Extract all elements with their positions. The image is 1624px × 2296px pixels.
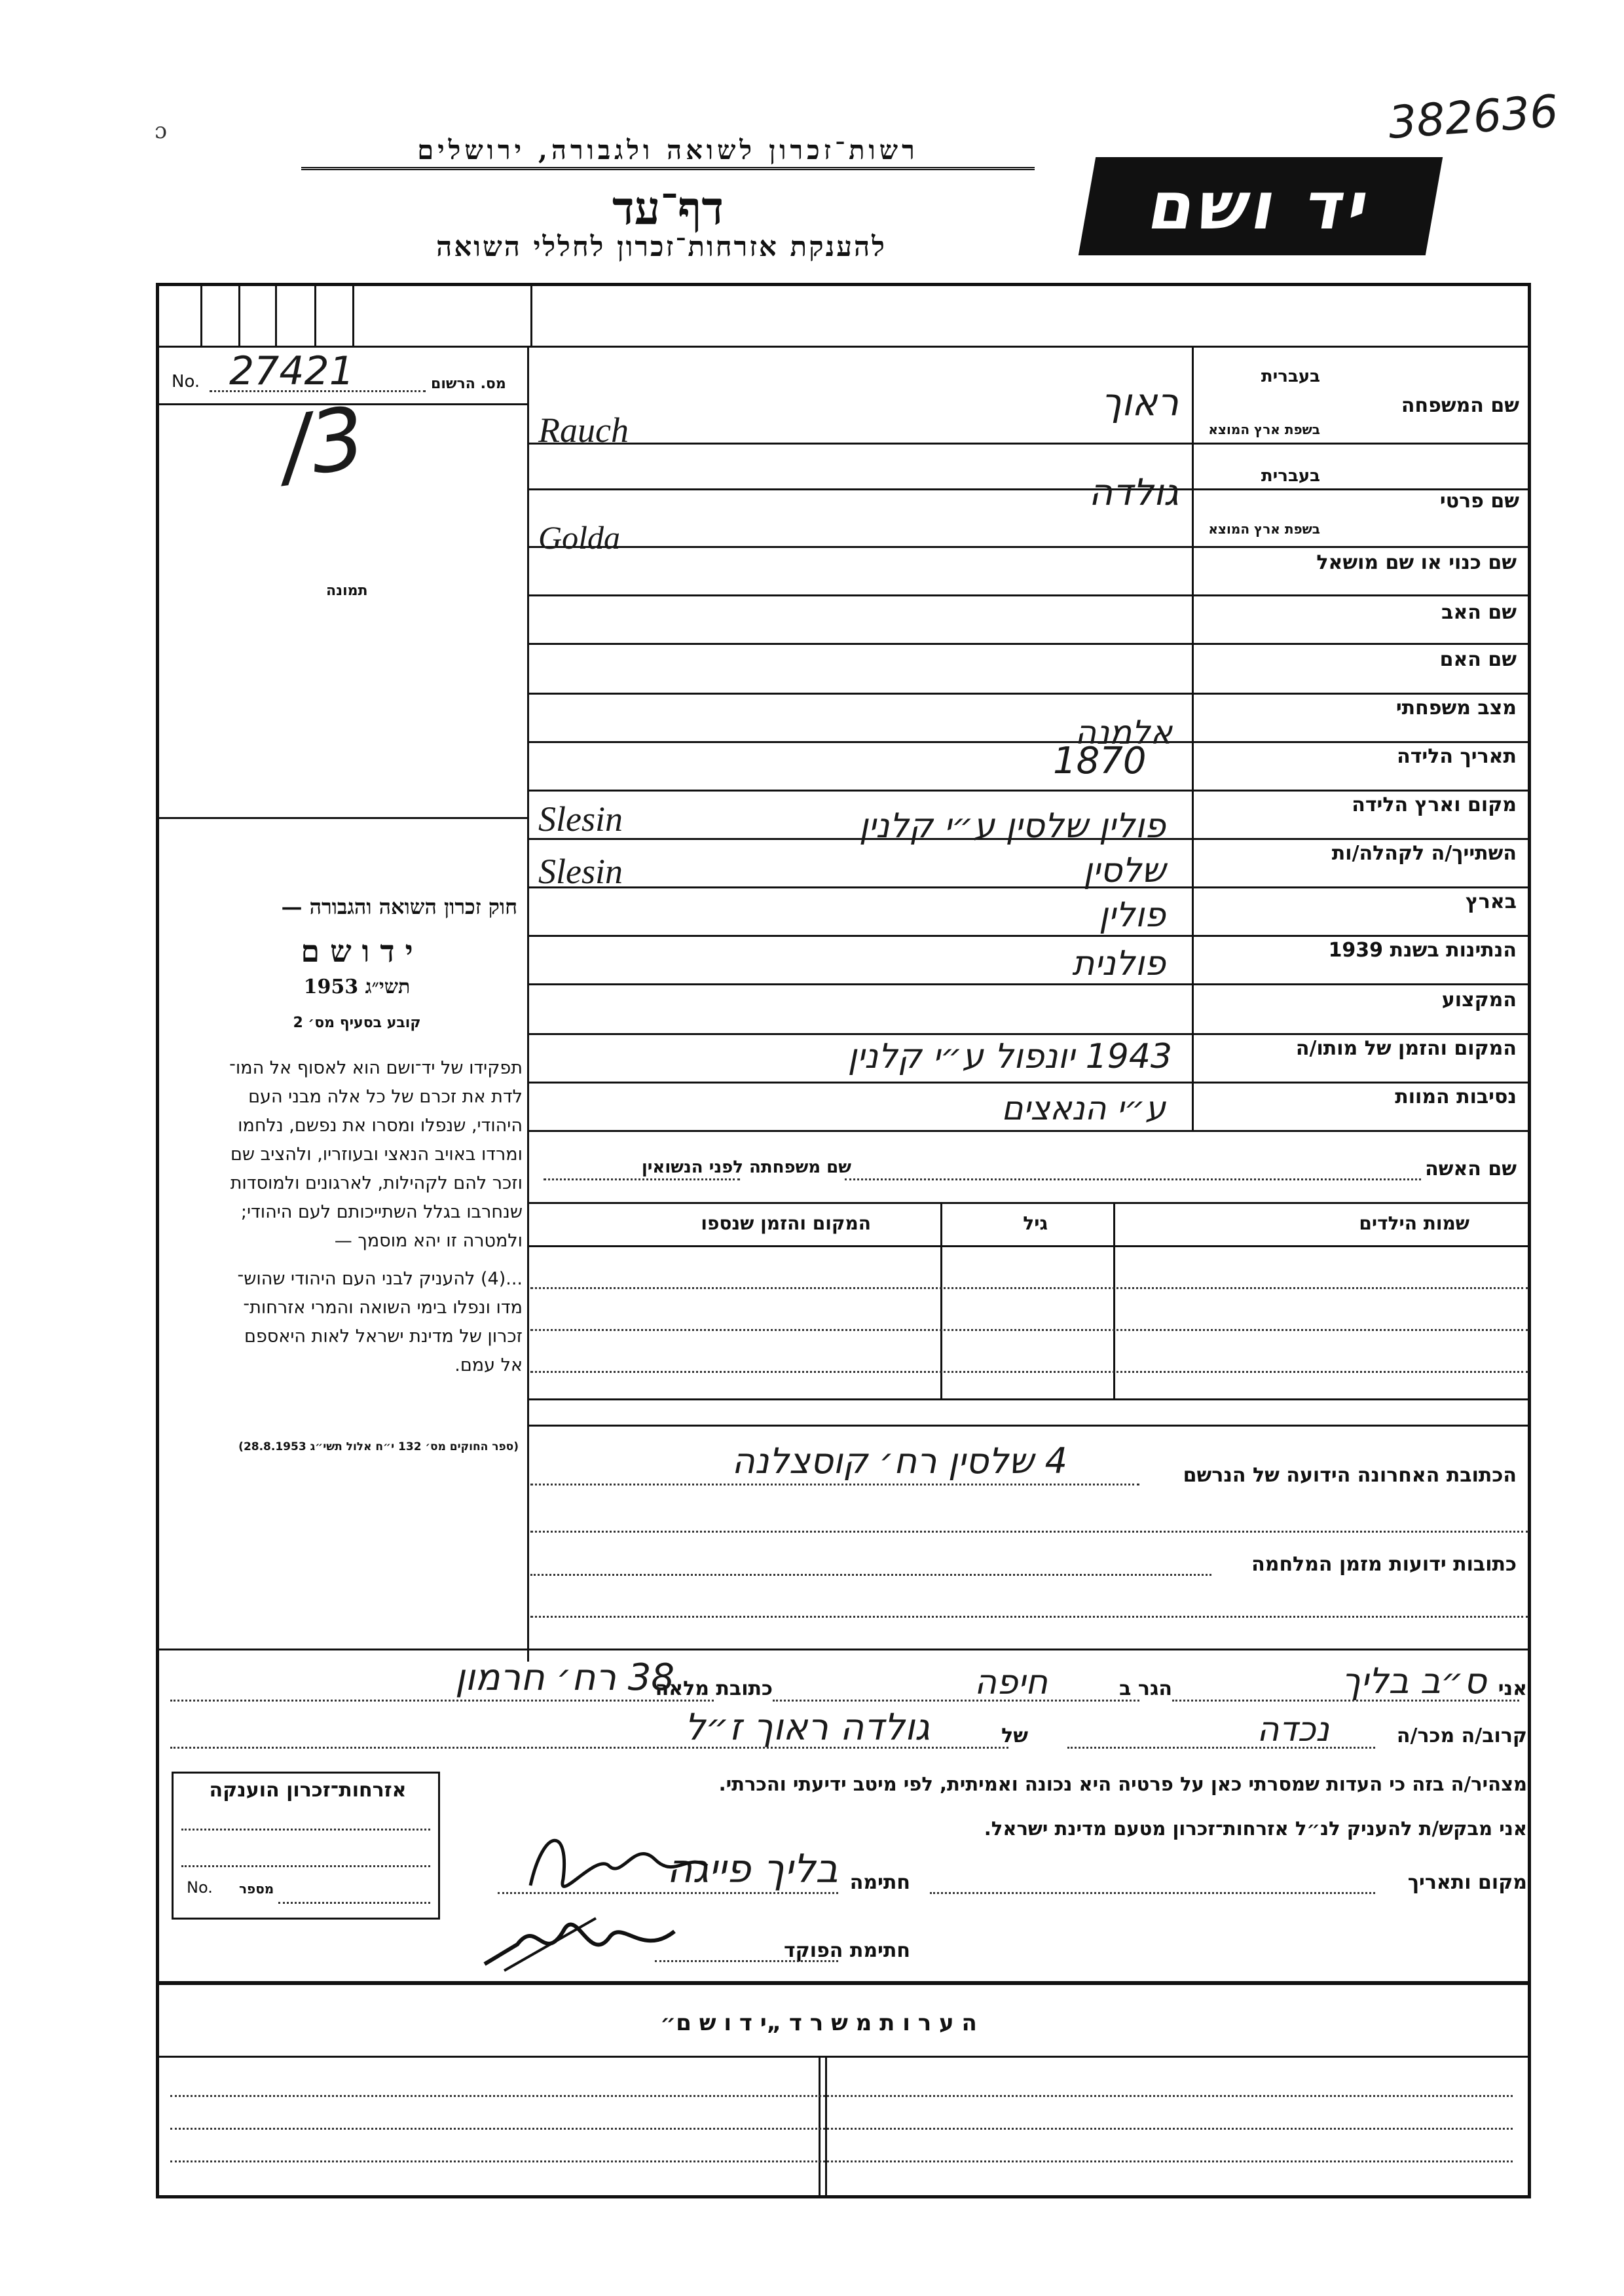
declarant-label: אני bbox=[1498, 1677, 1527, 1700]
place-date-label: מקום ותאריך bbox=[1407, 1871, 1527, 1894]
granted-box-title: אזרחות־זכרון הוענקה bbox=[209, 1779, 407, 1802]
family-name-origin-lang: בשפת ארץ המוצא bbox=[1208, 422, 1320, 437]
registration-number: 27421 bbox=[229, 348, 354, 394]
law-line: וזכר להם לקהילות, לארגונים ולמוסדות bbox=[230, 1173, 523, 1194]
law-line: ומרדו באויב הנאצי ובעוזריו, ולהציב שם bbox=[230, 1144, 523, 1165]
lives-in-value: חיפה bbox=[974, 1663, 1048, 1702]
nationality-label: הנתינות בשנת 1939 bbox=[1328, 939, 1517, 962]
wartime-address-label: כתובות ידועות מזמן המלחמה bbox=[1251, 1553, 1517, 1576]
relative-value: נכדה bbox=[1257, 1710, 1329, 1749]
children-names-header: שמות הילדים bbox=[1359, 1212, 1469, 1234]
community-latin: Slesin bbox=[538, 852, 623, 891]
law-year: תשי״ג 1953 bbox=[303, 975, 411, 998]
registration-no-label: No. bbox=[172, 372, 200, 392]
law-clause: קובע בסעיף מס׳ 2 bbox=[293, 1015, 421, 1031]
granted-box-no: No. bbox=[187, 1878, 213, 1897]
birth-date-value: 1870 bbox=[1053, 740, 1147, 782]
marital-status-label: מצב משפחתי bbox=[1395, 697, 1517, 720]
law-title: חוק זכרון השואה והגבורה — bbox=[281, 894, 517, 919]
of-label: של bbox=[1001, 1724, 1028, 1747]
law-line: זכרון של מדינת ישראל לאות היאספם bbox=[244, 1326, 523, 1347]
father-name-label: שם האב bbox=[1441, 601, 1517, 624]
law-text bbox=[162, 1054, 523, 1380]
birth-place-label: מקום וארץ הלידה bbox=[1352, 793, 1517, 816]
community-label: השתייך/ה לקהלה/ות bbox=[1331, 842, 1517, 865]
signature-label: חתימה bbox=[849, 1871, 910, 1894]
first-name-in-hebrew: בעברית bbox=[1261, 466, 1320, 486]
logo-text: יד ושם bbox=[1143, 168, 1378, 244]
yad-vashem-logo bbox=[1079, 157, 1443, 255]
death-place-time-label: המקום והזמן של מותו/ה bbox=[1295, 1037, 1517, 1060]
mother-name-label: שם האם bbox=[1439, 648, 1517, 671]
first-name-origin-lang: בשפת ארץ המוצא bbox=[1208, 521, 1320, 537]
lives-in-label: הגר ב bbox=[1119, 1677, 1172, 1700]
law-line: היהודי, שנפלו ומסרו את נפשם, נלחמו bbox=[238, 1116, 523, 1136]
citizenship-granted-box bbox=[172, 1772, 440, 1920]
family-name-latin: Rauch bbox=[538, 410, 629, 450]
registration-mark: /3 bbox=[275, 387, 371, 498]
country-label: בארץ bbox=[1465, 890, 1517, 913]
family-name-hebrew: ראוך bbox=[1101, 380, 1179, 424]
law-line: מדו ונפלו בימי השואה והמרי אזרחות־ bbox=[243, 1298, 523, 1318]
law-line: אל עמם. bbox=[454, 1355, 523, 1376]
birth-place-latin: Slesin bbox=[538, 799, 623, 839]
official-signature bbox=[478, 1892, 688, 1980]
birth-place-value: פולין שלסין ע״י קלנין bbox=[858, 807, 1166, 846]
official-signature-label: חתימת הפוקד bbox=[784, 1939, 910, 1962]
nickname-label: שם כנוי או שם מושאל bbox=[1316, 551, 1517, 574]
law-source: (ספר החוקים מס׳ 132 י״ח אלול תשי״ג 28.8.1953) bbox=[238, 1440, 519, 1453]
death-place-time-value: 1943 יונפול ע״י קלנין bbox=[847, 1037, 1172, 1076]
registration-label-he: מס. הרשום bbox=[431, 376, 506, 392]
statement-request: אני מבקש/ת להעניק לנ״ל אזרחות־זכרון מטעם מדינת ישראל. bbox=[984, 1817, 1527, 1840]
last-address-value: 4 שלסין רח׳ קוסצלנה bbox=[731, 1440, 1067, 1482]
family-name-label: שם המשפחה bbox=[1401, 394, 1519, 417]
first-name-label: שם פרטי bbox=[1439, 490, 1519, 513]
authority-title: רשות־זכרון לשואה ולגבורה, ירושלים bbox=[301, 135, 1035, 170]
full-address-value: 38 רח׳ חרמון bbox=[454, 1656, 674, 1699]
form-title: דף־עד bbox=[612, 181, 724, 235]
law-line: שנחרבו בגלל השתייכותם לעם היהודי; bbox=[240, 1202, 523, 1222]
death-circumstances-label: נסיבות המוות bbox=[1395, 1085, 1517, 1108]
serial-number: 382636 bbox=[1386, 86, 1560, 149]
maiden-name-label: שם משפחתה לפני הנשואין bbox=[641, 1157, 851, 1177]
last-address-label: הכתובת האחרונה הידועה של הנרשם bbox=[1183, 1464, 1517, 1487]
family-name-in-hebrew: בעברית bbox=[1261, 367, 1320, 386]
form-subtitle: להענקת אזרחות־זכרון לחללי השואה bbox=[436, 230, 887, 263]
first-name-hebrew: גולדה bbox=[1088, 471, 1179, 514]
first-name-latin: Golda bbox=[538, 519, 620, 556]
law-name: י ד ו ש ם bbox=[301, 934, 413, 969]
country-value: פולין bbox=[1099, 896, 1166, 935]
of-value: גולדה ראוך ז״ל bbox=[684, 1706, 930, 1749]
nationality-value: פולנית bbox=[1072, 944, 1166, 983]
law-line: תפקידו של יד־ושם הוא לאסוף אל המו־ bbox=[229, 1058, 523, 1078]
marital-status-value: אלמנה bbox=[1075, 714, 1172, 752]
profession-label: המקצוע bbox=[1441, 989, 1517, 1011]
corner-mark: ɔ bbox=[155, 118, 168, 144]
children-age-header: גיל bbox=[1023, 1212, 1048, 1234]
notes-title: ה ע ר ו ת מ ש ר ד „י ד ו ש ם״ bbox=[660, 2010, 977, 2036]
photo-label: תמונה bbox=[326, 583, 368, 599]
children-death-header: המקום והזמן שנספו bbox=[701, 1212, 871, 1234]
declarant-signature: בליך פייגה bbox=[667, 1846, 838, 1892]
death-circumstances-value: ע״י הנאצים bbox=[1001, 1089, 1166, 1127]
relative-label: קרוב/ה מכר/ה bbox=[1396, 1724, 1527, 1747]
statement-accuracy: מצהיר/ה בזה כי העדות שמסרתי כאן על פרטיה היא נכונה ואמיתית, לפי מיטב ידיעתי והכרתי. bbox=[718, 1773, 1527, 1795]
law-line: ולמטרה זו יהא מוסמך — bbox=[334, 1231, 523, 1251]
full-address-label: כתובת מלאה bbox=[655, 1677, 773, 1700]
birth-date-label: תאריך הלידה bbox=[1397, 745, 1517, 768]
declarant-name: ס״ב בליך bbox=[1341, 1660, 1486, 1702]
granted-box-no-he: מספר bbox=[239, 1881, 274, 1897]
wife-name-label: שם האשה bbox=[1425, 1157, 1517, 1180]
law-line: ...(4) להעניק לבני העם היהודי שהוש־ bbox=[237, 1269, 523, 1289]
community-value: שלסין bbox=[1083, 851, 1166, 890]
law-line: לדת את זכרם של כל אלה מבני העם bbox=[248, 1087, 523, 1107]
